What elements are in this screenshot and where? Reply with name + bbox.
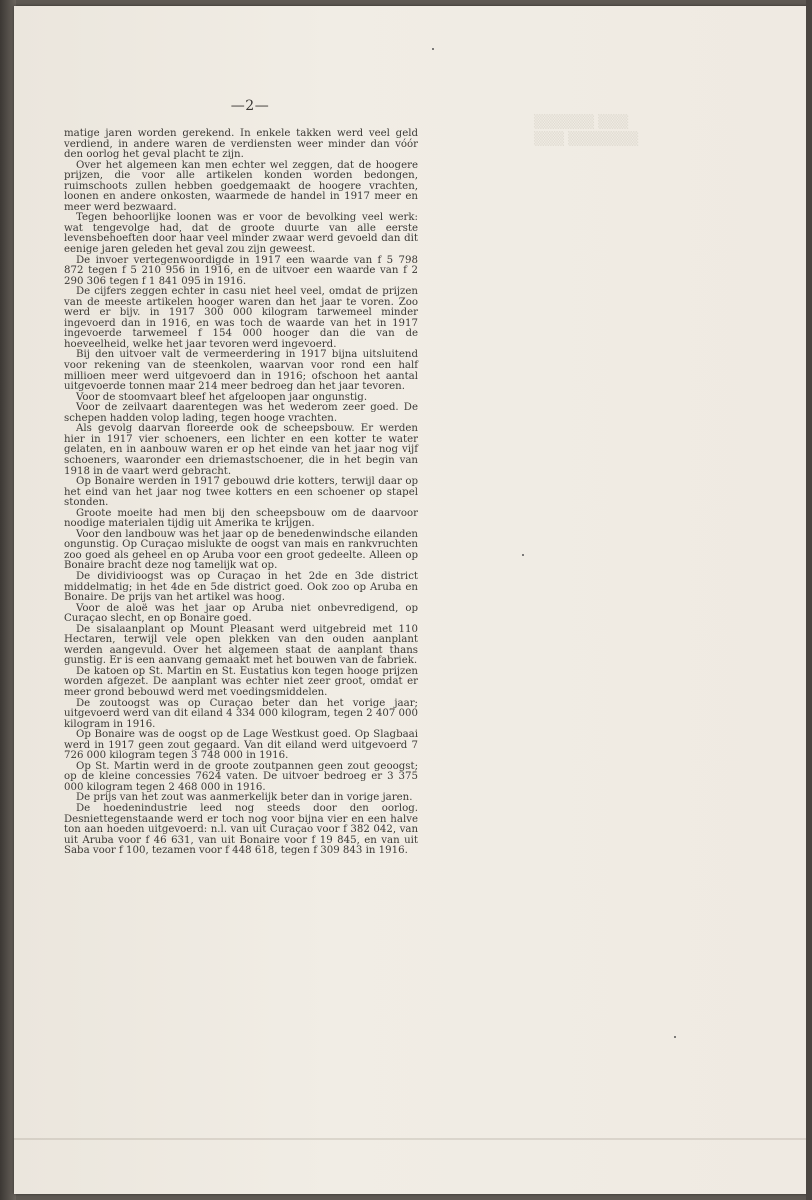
- page-fold: [14, 1138, 808, 1140]
- scan-right-edge: [806, 0, 812, 1200]
- paragraph: Groote moeite had men bij den scheepsbouw om de daarvoor noodige materialen tijdig uit Amerika te krijgen.: [64, 507, 418, 530]
- paragraph: matige jaren worden gerekend. In enkele takken werd veel geld verdiend, in andere waren de verdiensten weer minder dan vóór den oorlog het geval placht te zijn.: [64, 128, 418, 161]
- paragraph: De sisalaanplant op Mount Pleasant werd uitgebreid met 110 Hectaren, terwijl vele open plekken van den ouden aanplant werden aangevuld. Over het algemeen staat de aanplant thans gunstig. Er is een aanvang gemaakt met het bouwen van de fabriek.: [64, 623, 418, 667]
- paragraph: Voor de aloë was het jaar op Aruba niet onbevredigend, op Curaçao slecht, en op Bonaire goed.: [64, 602, 418, 625]
- paragraph: De invoer vertegenwoordigde in 1917 een waarde van f 5 798 872 tegen f 5 210 956 in 1916, en de uitvoer een waarde van f 2 290 306 tegen f 1 841 095 in 1916.: [64, 254, 418, 287]
- paragraph: De dividivioogst was op Curaçao in het 2de en 3de district middelmatig; in het 4de en 5de district goed. Ook zoo op Aruba en Bonaire. De prijs van het artikel was hoog.: [64, 570, 418, 604]
- paper-speck: [522, 554, 524, 556]
- paragraph: De zoutoogst was op Curaçao beter dan het vorige jaar; uitgevoerd werd van dit eiland 4 334 000 kilogram, tegen 2 407 000 kilogram in 1916.: [64, 697, 418, 730]
- paragraph: Voor den landbouw was het jaar op de benedenwindsche eilanden ongunstig. Op Curaçao mislukte de oogst van mais en rankvruchten zoo goed als geheel en op Aruba voor een groot gedeelte. Alleen op Bonaire bracht deze nog tamelijk wat op.: [64, 528, 418, 572]
- bleed-through: ▒▒▒▒▒▒ ▒▒▒ ▒▒▒ ▒▒▒▒▒▒▒: [534, 115, 639, 147]
- paper-speck: [432, 48, 434, 50]
- paragraph: Op Bonaire was de oogst op de Lage Westkust goed. Op Slagbaai werd in 1917 geen zout gegaard. Van dit eiland werd uitgevoerd 7 726 000 kilogram tegen 3 748 000 in 1916.: [64, 729, 418, 762]
- paragraph: Over het algemeen kan men echter wel zeggen, dat de hoogere prijzen, die voor alle artikelen konden worden bedongen, ruimschoots zullen hebben goedgemaakt de hoogere vrachten, loonen en andere onkosten, waarmede de handel in 1917 meer en meer werd bezwaard.: [64, 159, 418, 213]
- paragraph: De cijfers zeggen echter in casu niet heel veel, omdat de prijzen van de meeste artikelen hooger waren dan het jaar te voren. Zoo werd er bijv. in 1917 300 000 kilogram tarwemeel minder ingevoerd dan in 1916, en was toch de waarde van het in 1917 ingevoerde tarwemeel f 154 000 hooger dan die van de hoeveelheid, welke het jaar tevoren werd ingevoerd.: [64, 286, 418, 350]
- body-text: [64, 129, 418, 857]
- paragraph: De hoedenindustrie leed nog steeds door den oorlog. Desniettegenstaande werd er toch nog voor bijna vier en een halve ton aan hoeden uitgevoerd: n.l. van uit Curaçao voor f 382 042, van uit Aruba voor f 46 631, van uit Bonaire voor f 19 845, en van uit Saba voor f 100, tezamen voor f 448 618, tegen f 309 843 in 1916.: [64, 803, 418, 857]
- paragraph: Bij den uitvoer valt de vermeerdering in 1917 bijna uitsluitend voor rekening van de steenkolen, waarvan voor rond een half millioen meer werd uitgevoerd dan in 1916; ofschoon het aantal uitgevoerde tonnen maar 214 meer bedroeg dan het jaar tevoren.: [64, 349, 418, 393]
- paragraph: Op St. Martin werd in de groote zoutpannen geen zout geoogst; op de kleine concessies 7624 vaten. De uitvoer bedroeg er 3 375 000 kilogram tegen 2 468 000 in 1916.: [64, 760, 418, 793]
- paragraph: De katoen op St. Martin en St. Eustatius kon tegen hooge prijzen worden afgezet. De aanplant was echter niet zeer groot, omdat er meer grond bebouwd werd met voedingsmiddelen.: [64, 665, 418, 698]
- paragraph: Op Bonaire werden in 1917 gebouwd drie kotters, terwijl daar op het eind van het jaar nog twee kotters en een schoener op stapel stonden.: [64, 476, 418, 509]
- document-page: [14, 6, 808, 1194]
- paragraph: Voor de stoomvaart bleef het afgeloopen jaar ongunstig.: [76, 391, 368, 403]
- paper-speck: [674, 1036, 676, 1038]
- page-number: —2—: [230, 98, 270, 114]
- paragraph: Tegen behoorlijke loonen was er voor de bevolking veel werk: wat tengevolge had, dat de groote duurte van alle eerste levensbehoeften door haar veel minder zwaar werd gevoeld dan dit eenige jaren geleden het geval zou zijn geweest.: [64, 212, 418, 256]
- paragraph: De prijs van het zout was aanmerkelijk beter dan in vorige jaren.: [76, 792, 413, 804]
- paragraph: Als gevolg daarvan floreerde ook de scheepsbouw. Er werden hier in 1917 vier schoeners, een lichter en een kotter te water gelaten, en in aanbouw waren er op het einde van het jaar nog vijf schoeners, waaronder een driemastschoener, die in het begin van 1918 in de vaart werd gebracht.: [64, 423, 418, 477]
- paragraph: Voor de zeilvaart daarentegen was het wederom zeer goed. De schepen hadden volop lading, tegen hooge vrachten.: [64, 402, 418, 424]
